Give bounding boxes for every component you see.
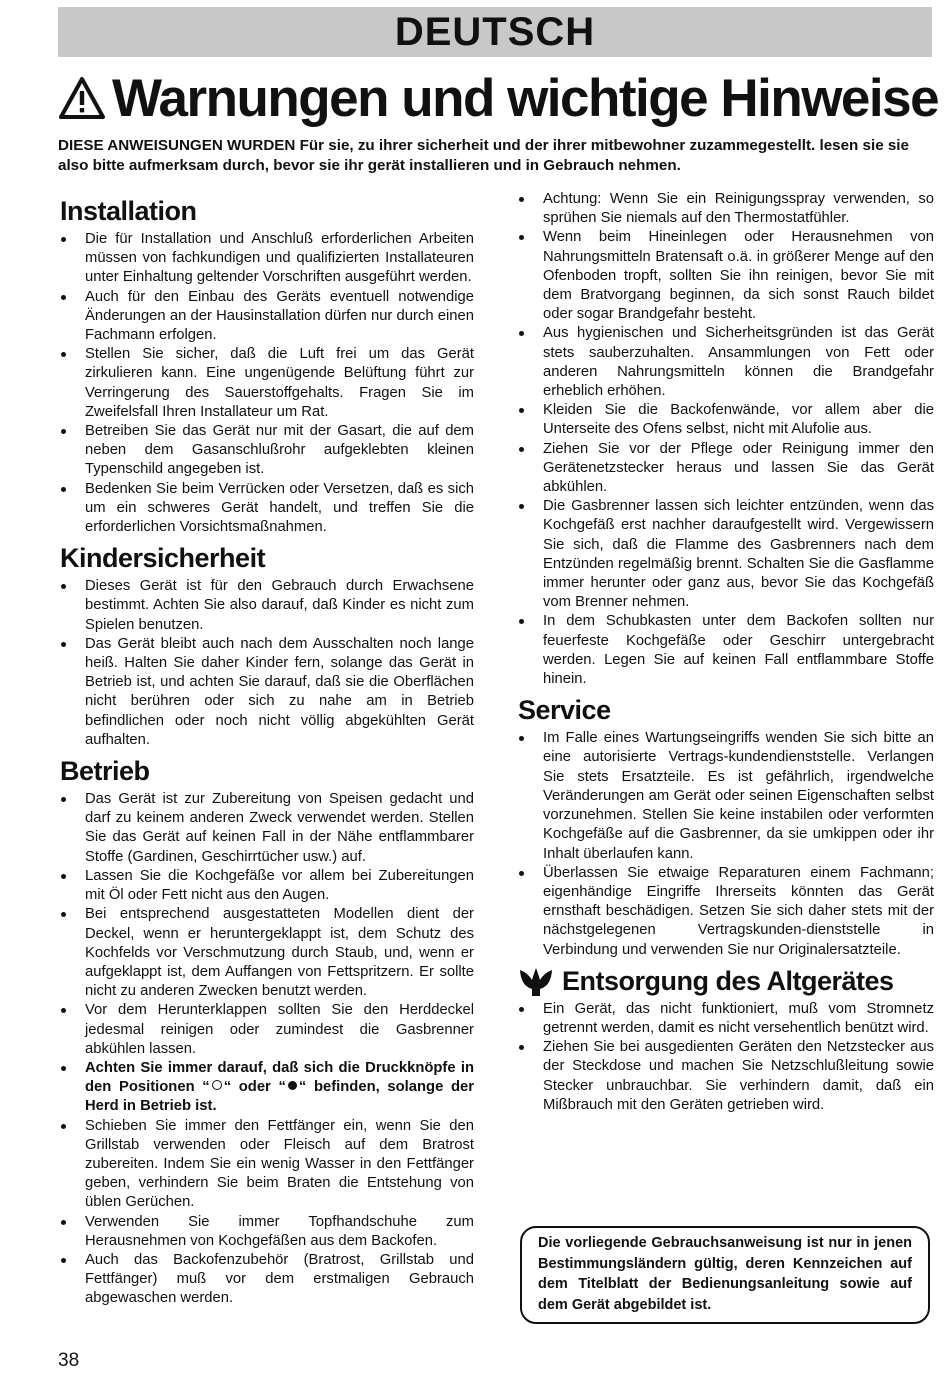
page-title-text: Warnungen und wichtige Hinweise xyxy=(112,69,939,128)
validity-notice-box: Die vorliegende Gebrauchsanweisung ist nur in jenen Bestimmungsländern gültig, deren Kennzeichen auf dem Titelblatt der Bedienungsanleitung sowie auf dem Gerät abgebildet ist. xyxy=(520,1226,930,1324)
list-item: Ziehen Sie vor der Pflege oder Reinigung immer den Gerätenetzstecker heraus und lassen Sie das Gerät abkühlen. xyxy=(518,440,934,498)
page-number: 38 xyxy=(58,1350,80,1371)
list-item: Betreiben Sie das Gerät nur mit der Gasart, die auf dem neben dem Gasanschlußrohr aufgeklebten kleinen Typenschild angegeben ist. xyxy=(60,422,474,480)
list-item: Vor dem Herunterklappen sollten Sie den Herddeckel jedesmal reinigen oder zumindest die Gasbrenner abkühlen lassen. xyxy=(60,1001,474,1059)
language-label: DEUTSCH xyxy=(394,10,596,54)
betrieb-list xyxy=(60,790,474,1308)
open-circle-icon xyxy=(212,1080,222,1090)
heading-entsorgung xyxy=(518,962,934,1000)
list-item: Bei entsprechend ausgestatteten Modellen dient der Deckel, wenn er heruntergeklappt ist, dem Schutz des Kochfelds vor Verschmutzung durch Staub, und, wenn er aufgeklappt ist, dem Auffangen von Fettspritzern. Er sollte nicht zu anderen Zwecken benutzt werden. xyxy=(60,905,474,1001)
list-item: In dem Schubkasten unter dem Backofen sollten nur feuerfeste Kochgefäße oder Geschirr untergebracht werden. Legen Sie auf keinen Fall entflammbare Stoffe hinein. xyxy=(518,612,934,689)
bold-text-part: “ befinden, solange der Herd in Betrieb ist. xyxy=(85,1079,474,1115)
list-item: Kleiden Sie die Backofenwände, vor allem aber die Unterseite des Ofens selbst, nicht mit Alufolie aus. xyxy=(518,401,934,439)
heading-installation: Installation xyxy=(60,196,197,226)
list-item: Lassen Sie die Kochgefäße vor allem bei Zubereitungen mit Öl oder Fett nicht aus den Augen. xyxy=(60,867,474,905)
list-item: Schieben Sie immer den Fettfänger ein, wenn Sie den Grillstab verwenden oder Fleisch auf dem Bratrost zubereiten. Indem Sie ein wenig Wasser in den Fettfänger geben, verhindern Sie beim Braten die Entstehung von üblen Gerüchen. xyxy=(60,1117,474,1213)
list-item: Bedenken Sie beim Verrücken oder Versetzen, daß es sich um ein schweres Gerät handelt, und treffen Sie die erforderlichen Vorsichtsmaßnahmen. xyxy=(60,480,474,538)
list-item: Stellen Sie sicher, daß die Luft frei um das Gerät zirkulieren kann. Eine ungenügende Belüftung führt zur Verringerung des Sauerstoffgehalts. Fragen Sie im Zweifelsfall Ihren Installateur um Rat. xyxy=(60,345,474,422)
installation-list xyxy=(60,230,474,537)
recycling-plant-icon xyxy=(518,964,554,998)
heading-service: Service xyxy=(518,695,611,726)
list-item: Ein Gerät, das nicht funktioniert, muß vom Stromnetz getrennt werden, damit es nicht versehentlich benützt wird. xyxy=(518,1000,934,1038)
list-item: Aus hygienischen und Sicherheitsgründen ist das Gerät stets sauberzuhalten. Ansammlungen von Fett oder anderen Nahrungsmitteln können die Brandgefahr erheblich erhöhen. xyxy=(518,324,934,401)
service-list xyxy=(518,729,934,959)
list-item: Überlassen Sie etwaige Reparaturen einem Fachmann; eigenhändige Eingriffe Ihrerseits könnten das Gerät ernsthaft beschädigen. Setzen Sie sich daher stets mit der nächstgelegenen Vertragskunden-dienststelle in Verbindung und verwenden Sie nur Originalersatzteile. xyxy=(518,864,934,960)
list-item: Auch für den Einbau des Geräts eventuell notwendige Änderungen an der Hausinstallation dürfen nur durch einen Fachmann erfolgen. xyxy=(60,288,474,346)
intro-text: DIESE ANWEISUNGEN WURDEN Für sie, zu ihrer sicherheit und der ihrer mitbewohner zuzammegestellt. lesen sie sie also bitte aufmerksam durch, bevor sie ihr gerät installieren und in Gebrauch nehmen. xyxy=(58,137,909,174)
kindersicherheit-list xyxy=(60,577,474,750)
heading-betrieb: Betrieb xyxy=(60,756,150,787)
page-title xyxy=(58,66,938,132)
list-item: Die Gasbrenner lassen sich leichter entzünden, wenn das Kochgefäß erst nachher daraufgestellt wird. Vergewissern Sie sich, daß die Flamme des Gasbrenners nach dem Entzünden regelmäßig brennt. Schalten Sie die Gasflamme immer herunter oder ganz aus, bevor Sie das Kochgefäß vom Brenner nehmen. xyxy=(518,497,934,612)
list-item: Das Gerät bleibt auch nach dem Ausschalten noch lange heiß. Halten Sie daher Kinder fern, solange das Gerät in Betrieb ist, und achten Sie darauf, daß sie die Oberflächen nicht berühren oder sich zu nahe am in Betrieb befindlichen oder noch nicht völlig abgekühlten Gerät aufhalten. xyxy=(60,635,474,750)
list-item-bold xyxy=(60,1059,474,1117)
list-item: Das Gerät ist zur Zubereitung von Speisen gedacht und darf zu keinem anderen Zweck verwendet werden. Stellen Sie das Gerät auf keinen Fall in der Nähe entflammbarer Stoffe (Gardinen, Geschirrtücher usw.) auf. xyxy=(60,790,474,867)
heading-kindersicherheit: Kindersicherheit xyxy=(60,543,266,574)
list-item: Auch das Backofenzubehör (Bratrost, Grillstab und Fettfänger) muß vor dem erstmaligen Gebrauch abgewaschen werden. xyxy=(60,1251,474,1309)
warning-triangle-icon xyxy=(58,76,106,120)
left-column xyxy=(60,192,474,1311)
list-item: Die für Installation und Anschluß erforderlichen Arbeiten müssen von fachkundigen und qualifizierten Installateuren unter Einhaltung geltender Vorschriften ausgeführt werden. xyxy=(60,230,474,288)
list-item: Achtung: Wenn Sie ein Reinigungsspray verwenden, so sprühen Sie niemals auf den Thermostatfühler. xyxy=(518,190,934,228)
bold-text-part: Achten Sie immer darauf, daß sich die Druckknöpfe in den Positionen “ xyxy=(85,1059,474,1096)
list-item: Verwenden Sie immer Topfhandschuhe zum Herausnehmen von Kochgefäßen aus dem Backofen. xyxy=(60,1213,474,1251)
entsorgung-list xyxy=(518,1000,934,1115)
list-item: Dieses Gerät ist für den Gebrauch durch Erwachsene bestimmt. Achten Sie also darauf, daß Kinder es nicht zum Spielen benutzen. xyxy=(60,577,474,635)
bold-text-part: “ oder “ xyxy=(223,1079,286,1096)
list-item: Wenn beim Hineinlegen oder Herausnehmen von Nahrungsmitteln Bratensaft o.ä. in größerer Menge auf den Ofenboden tropft, sollten Sie ihn reinigen, bevor Sie mit dem Bratvorgang beginnen, da sich sonst Rauch bildet oder sogar Brandgefahr besteht. xyxy=(518,228,934,324)
right-column xyxy=(518,190,934,1117)
filled-circle-icon xyxy=(288,1081,297,1090)
language-header xyxy=(58,7,932,57)
list-item: Im Falle eines Wartungseingriffs wenden Sie sich bitte an eine autorisierte Vertrags-kundendienststelle. Verlangen Sie stets Ersatzteile. Es ist gefährlich, irgendwelche Veränderungen am Gerät oder seinen Eigenschaften selbst vorzunehmen. Stellen Sie keine instabilen oder verformten Kochgefäße auf die Gasbrenner, da sie umkippen oder ihr Inhalt überlaufen kann. xyxy=(518,729,934,863)
betrieb-continued-list xyxy=(518,190,934,689)
heading-entsorgung-text: Entsorgung des Altgerätes xyxy=(562,965,894,996)
list-item: Ziehen Sie bei ausgedienten Geräten den Netzstecker aus der Steckdose und machen Sie Netzschlußleitung sowie Stecker unbrauchbar. Sie verhindern damit, daß ein Mißbrauch mit den Geräten getrieben wird. xyxy=(518,1038,934,1115)
